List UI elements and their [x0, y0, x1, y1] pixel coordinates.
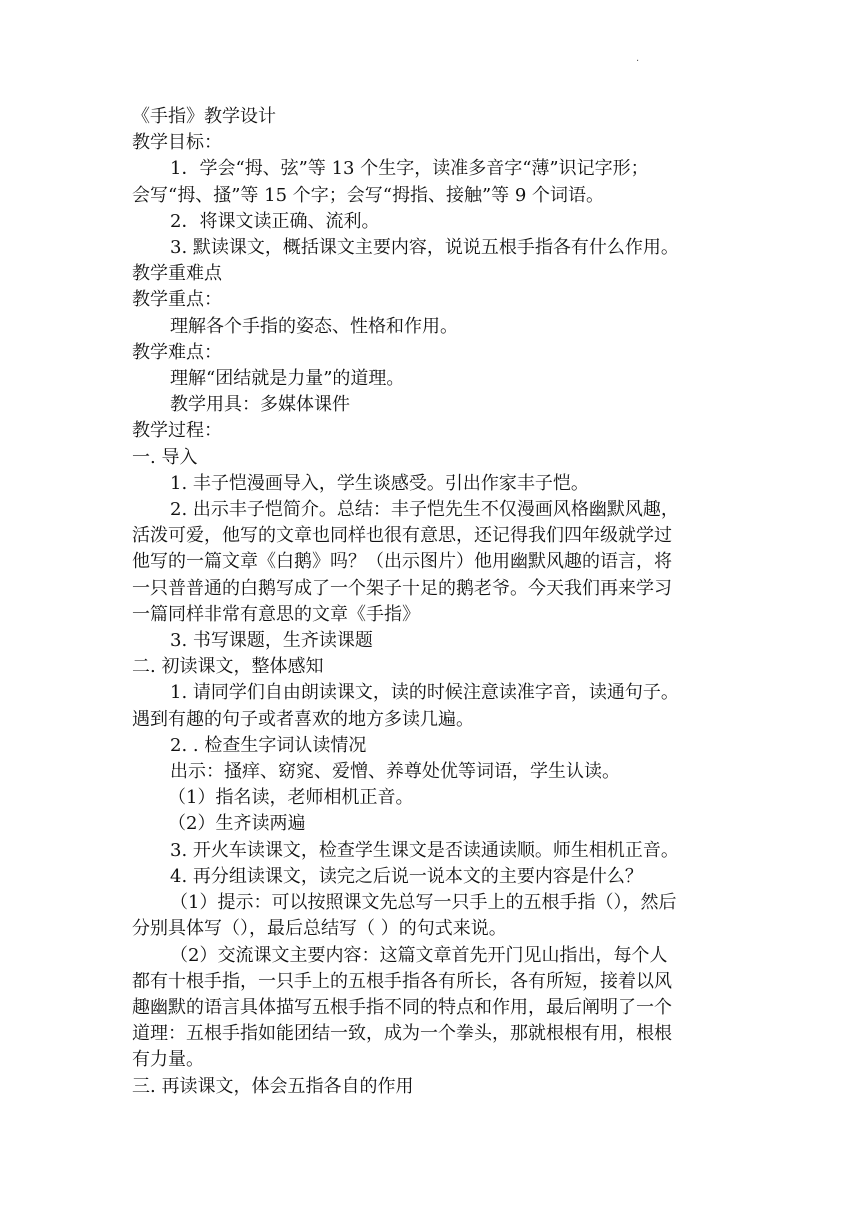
key-point-heading: 教学重点： — [132, 289, 222, 311]
process-heading: 教学过程： — [132, 420, 222, 442]
section-2-para-2: 2. . 检查生字词认读情况 — [170, 734, 367, 756]
section-2-para-1-line-2: 遇到有趣的句子或者喜欢的地方多读几遍。 — [132, 708, 474, 730]
section-2-para-4-2-line-4: 道理：五根手指如能团结一致，成为一个拳头，那就根根有用，根根 — [132, 1023, 672, 1045]
section-1-para-3: 3. 书写课题，生齐读课题 — [170, 630, 373, 652]
key-point-text: 理解各个手指的姿态、性格和作用。 — [170, 315, 458, 337]
document-title: 《手指》教学设计 — [132, 106, 276, 127]
page-corner-mark: · — [636, 56, 640, 67]
section-1-para-2-line-3: 他写的一篇文章《白鹅》吗？（出示图片）他用幽默风趣的语言，将 — [132, 551, 672, 573]
section-2-para-3: 3. 开火车读课文，检查学生课文是否读通读顺。师生相机正音。 — [170, 839, 679, 861]
section-1-heading: 一. 导入 — [132, 446, 198, 468]
section-2-para-2-show: 出示：搔痒、窈窕、爱憎、养尊处优等词语，学生认读。 — [170, 761, 620, 783]
goal-3: 3. 默读课文，概括课文主要内容，说说五根手指各有什么作用。 — [170, 237, 679, 259]
section-1-para-2-line-2: 活泼可爱，他写的文章也同样也很有意思，还记得我们四年级就学过 — [132, 525, 672, 547]
section-1-para-2-line-1: 2. 出示丰子恺简介。总结：丰子恺先生不仅漫画风格幽默风趣， — [170, 499, 679, 521]
difficult-point-heading: 教学难点： — [132, 341, 222, 363]
section-2-para-1-line-1: 1. 请同学们自由朗读课文，读的时候注意读准字音，读通句子。 — [170, 682, 679, 704]
section-1-para-2-line-4: 一只普普通的白鹅写成了一个架子十足的鹅老爷。今天我们再来学习 — [132, 577, 672, 599]
section-2-para-4-1-line-2: 分别具体写（），最后总结写（ ）的句式来说。 — [132, 918, 507, 940]
section-2-para-4-2-line-5: 有力量。 — [132, 1049, 204, 1071]
teaching-tools: 教学用具：多媒体课件 — [170, 394, 350, 416]
section-2-para-4-2-line-2: 都有十根手指，一只手上的五根手指各有所长，各有所短，接着以风 — [132, 970, 672, 992]
section-1-para-2-line-5: 一篇同样非常有意思的文章《手指》 — [132, 603, 420, 625]
section-2-para-2-a: （1）指名读，老师相机正音。 — [168, 787, 414, 809]
document-page — [132, 104, 732, 1100]
goals-heading: 教学目标： — [132, 132, 222, 154]
section-2-heading: 二. 初读课文，整体感知 — [132, 656, 324, 678]
section-2-para-2-b: （2）生齐读两遍 — [168, 813, 306, 835]
difficult-point-text: 理解“团结就是力量”的道理。 — [170, 368, 405, 390]
section-3-heading: 三. 再读课文，体会五指各自的作用 — [132, 1075, 414, 1097]
goal-2: 2．将课文读正确、流利。 — [170, 210, 380, 232]
section-1-para-1: 1. 丰子恺漫画导入，学生谈感受。引出作家丰子恺。 — [170, 472, 589, 494]
section-2-para-4-2-line-3: 趣幽默的语言具体描写五根手指不同的特点和作用，最后阐明了一个 — [132, 996, 672, 1018]
goal-1-line-1: 1．学会“拇、弦”等 13 个生字，读准多音字“薄”识记字形； — [170, 158, 649, 180]
section-2-para-4: 4. 再分组读课文，读完之后说一说本文的主要内容是什么？ — [170, 865, 643, 887]
goal-1-line-2: 会写“拇、搔”等 15 个字；会写“拇指、接触”等 9 个词语。 — [132, 184, 605, 206]
section-2-para-4-2-line-1: （2）交流课文主要内容：这篇文章首先开门见山指出，每个人 — [170, 944, 668, 966]
key-difficult-heading: 教学重难点 — [132, 263, 222, 285]
section-2-para-4-1-line-1: （1）提示：可以按照课文先总写一只手上的五根手指（），然后 — [170, 892, 677, 914]
